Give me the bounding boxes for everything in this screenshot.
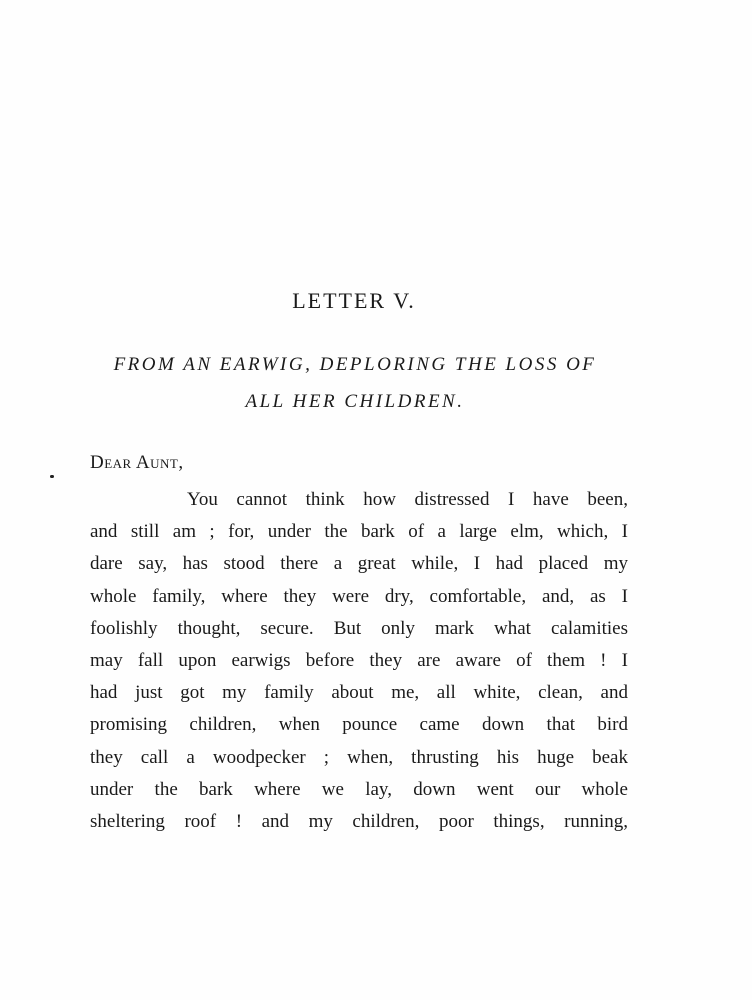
body-line: had just got my family about me, all white, clean, and	[90, 682, 628, 704]
body-line: promising children, when pounce came down that bird	[90, 714, 628, 736]
body-line: and still am ; for, under the bark of a large elm, which, I	[90, 521, 628, 543]
letter-heading: LETTER V.	[292, 288, 416, 313]
letter-subtitle-line-2: ALL HER CHILDREN.	[245, 391, 465, 412]
body-line: whole family, where they were dry, comfortable, and, as I	[90, 585, 628, 607]
body-line: You cannot think how distressed I have been,	[187, 489, 628, 510]
body-line: foolishly thought, secure. But only mark what calamities	[90, 617, 628, 639]
letter-subtitle-line-1: FROM AN EARWIG, DEPLORING THE LOSS OF	[113, 354, 597, 375]
body-line: may fall upon earwigs before they are aware of them ! I	[90, 649, 628, 671]
ink-speck	[50, 475, 54, 478]
body-line: dare say, has stood there a great while, I had placed my	[90, 553, 628, 575]
body-line: sheltering roof ! and my children, poor things, running,	[90, 810, 628, 832]
body-line: they call a woodpecker ; when, thrusting his huge beak	[90, 746, 628, 768]
letter-body	[90, 484, 628, 838]
body-line: under the bark where we lay, down went our whole	[90, 778, 628, 800]
salutation: Dear Aunt,	[90, 452, 184, 473]
